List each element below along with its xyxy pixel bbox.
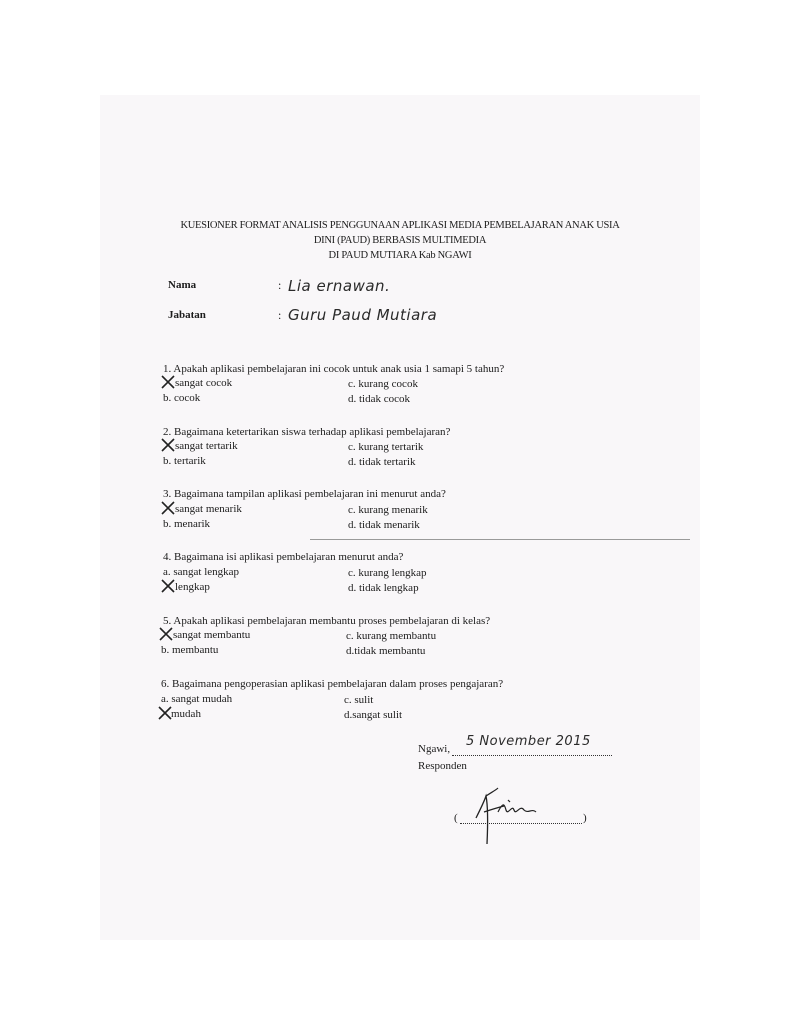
q4-option-a: a. sangat lengkap: [163, 566, 240, 578]
responden-label: Responden: [418, 760, 467, 772]
q5-option-b: b. membantu: [161, 644, 219, 656]
q2-option-b: b. tertarik: [163, 455, 206, 467]
q1-option-d: d. tidak cocok: [348, 393, 411, 405]
nama-label: Nama: [168, 279, 197, 291]
q5-option-a: sangat membantu: [173, 629, 251, 641]
header-line-1: KUESIONER FORMAT ANALISIS PENGGUNAAN APLIKASI MEDIA PEMBELAJARAN ANAK USIA: [180, 220, 620, 231]
signature-icon: [470, 782, 550, 848]
nama-value: Lia ernawan.: [288, 277, 391, 295]
question-5: 5. Apakah aplikasi pembelajaran membantu proses pembelajaran di kelas?: [163, 615, 491, 627]
header-line-3: DI PAUD MUTIARA Kab NGAWI: [328, 250, 472, 261]
q3-option-a: sangat menarik: [175, 503, 242, 515]
date-dotline: [452, 755, 612, 756]
q3-option-c: c. kurang menarik: [348, 504, 428, 516]
question-6: 6. Bagaimana pengoperasian aplikasi pembelajaran dalam proses pengajaran?: [161, 678, 504, 690]
checkmark-x-icon: [160, 374, 176, 390]
q4-option-d: d. tidak lengkap: [348, 582, 419, 594]
question-1: 1. Apakah aplikasi pembelajaran ini cocok untuk anak usia 1 samapi 5 tahun?: [163, 363, 505, 375]
nama-colon: :: [278, 278, 282, 292]
signature-close-paren: ): [583, 812, 587, 824]
q4-option-b: lengkap: [175, 581, 210, 593]
signature-open-paren: (: [454, 812, 458, 824]
place-label: Ngawi,: [418, 743, 451, 755]
q2-option-c: c. kurang tertarik: [348, 441, 424, 453]
checkmark-x-icon: [158, 626, 174, 642]
question-4: 4. Bagaimana isi aplikasi pembelajaran menurut anda?: [163, 551, 404, 563]
q1-option-a: sangat cocok: [175, 377, 233, 389]
q6-option-c: c. sulit: [344, 694, 374, 706]
q1-option-b: b. cocok: [163, 392, 201, 404]
jabatan-colon: :: [278, 308, 282, 322]
q5-option-c: c. kurang membantu: [346, 630, 437, 642]
checkmark-x-icon: [160, 500, 176, 516]
q2-option-d: d. tidak tertarik: [348, 456, 416, 468]
checkmark-x-icon: [160, 578, 176, 594]
q5-option-d: d.tidak membantu: [346, 645, 426, 657]
header-line-2: DINI (PAUD) BERBASIS MULTIMEDIA: [313, 235, 487, 246]
q4-option-c: c. kurang lengkap: [348, 567, 427, 579]
q3-option-b: b. menarik: [163, 518, 211, 530]
q1-option-c: c. kurang cocok: [348, 378, 418, 390]
q3-option-d: d. tidak menarik: [348, 519, 420, 531]
jabatan-label: Jabatan: [168, 309, 206, 321]
checkmark-x-icon: [160, 437, 176, 453]
date-value: 5 November 2015: [466, 734, 591, 749]
q6-option-d: d.sangat sulit: [344, 709, 403, 721]
q6-option-a: a. sangat mudah: [161, 693, 233, 705]
question-3: 3. Bagaimana tampilan aplikasi pembelajaran ini menurut anda?: [163, 488, 446, 500]
question-2: 2. Bagaimana ketertarikan siswa terhadap aplikasi pembelajaran?: [163, 426, 451, 438]
divider-line: [310, 539, 690, 540]
jabatan-value: Guru Paud Mutiara: [288, 306, 438, 324]
q6-option-b: mudah: [171, 708, 201, 720]
q2-option-a: sangat tertarik: [175, 440, 238, 452]
